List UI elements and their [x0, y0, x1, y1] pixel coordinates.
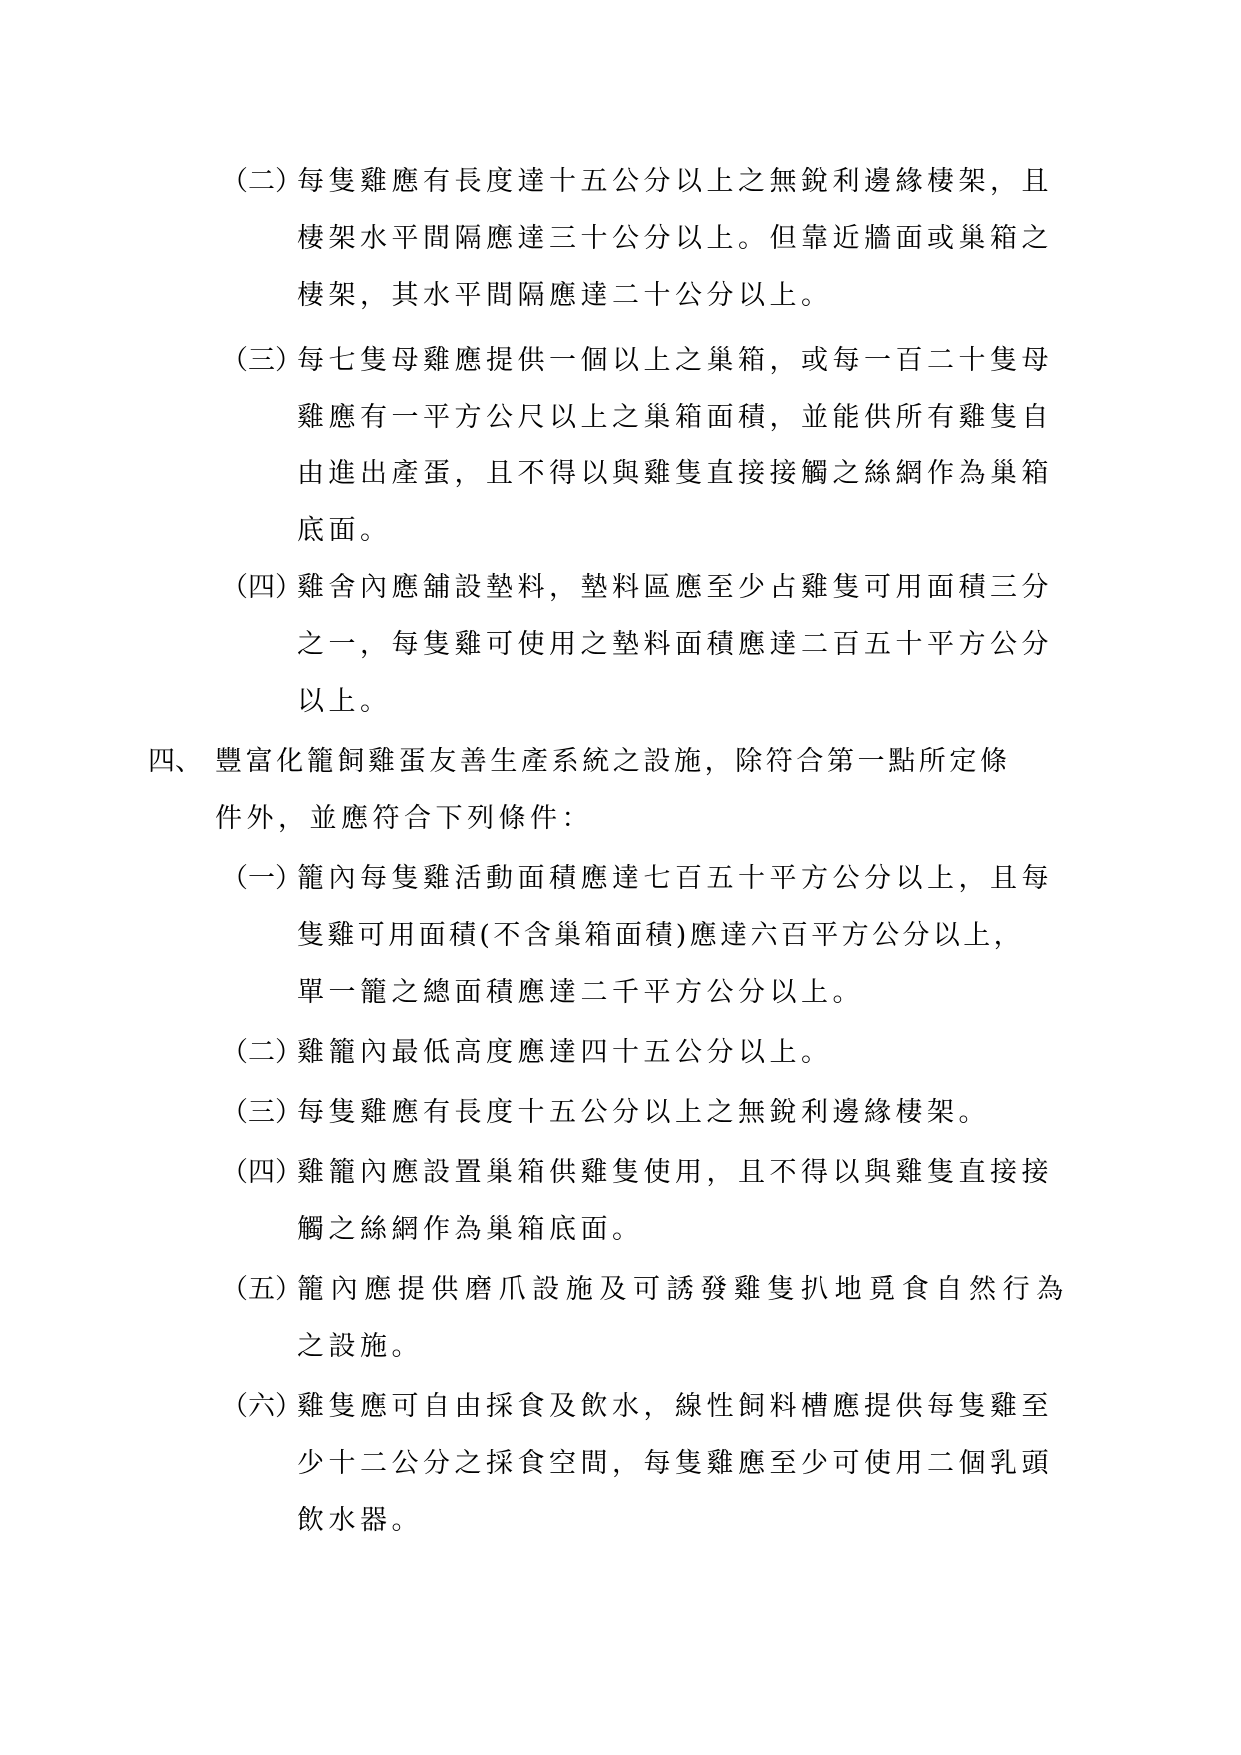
item-text-line: 棲架，其水平間隔應達二十公分以上。 [297, 280, 833, 311]
item-text-line: 籠內每隻雞活動面積應達七百五十平方公分以上，且每 [297, 863, 1053, 894]
item-text-line: 雞舍內應舖設墊料，墊料區應至少占雞隻可用面積三分 [297, 572, 1053, 603]
item-text-line: 單一籠之總面積應達二千平方公分以上。 [297, 977, 864, 1008]
item-text-line: 由進出產蛋，且不得以與雞隻直接接觸之絲網作為巢箱 [297, 458, 1053, 489]
item-marker: （五） [221, 1274, 302, 1305]
item-marker: （六） [221, 1391, 302, 1422]
item-marker: （四） [221, 572, 302, 603]
item-text-line: 每隻雞應有長度十五公分以上之無銳利邊緣棲架。 [297, 1097, 990, 1128]
item-text-line: 之設施。 [297, 1331, 423, 1362]
item-text-line: 隻雞可用面積(不含巢箱面積)應達六百平方公分以上， [297, 920, 1025, 951]
item-text-line: 之一，每隻雞可使用之墊料面積應達二百五十平方公分 [297, 629, 1053, 660]
item-text-line: 以上。 [297, 686, 392, 717]
item-text-line: 豐富化籠飼雞蛋友善生產系統之設施，除符合第一點所定條 [215, 746, 1011, 777]
item-marker: （三） [221, 345, 302, 376]
item-text-line: 少十二公分之採食空間，每隻雞應至少可使用二個乳頭 [297, 1448, 1053, 1479]
item-text-line: 雞應有一平方公尺以上之巢箱面積，並能供所有雞隻自 [297, 402, 1053, 433]
item-marker: （四） [221, 1157, 302, 1188]
item-text-line: 棲架水平間隔應達三十公分以上。但靠近牆面或巢箱之 [297, 223, 1053, 254]
item-text-line: 雞籠內應設置巢箱供雞隻使用，且不得以與雞隻直接接 [297, 1157, 1053, 1188]
item-marker: （二） [221, 166, 302, 197]
section-marker: 四、 [148, 746, 202, 777]
item-text-line: 每隻雞應有長度達十五公分以上之無銳利邊緣棲架，且 [297, 166, 1053, 197]
item-text-line: 飲水器。 [297, 1505, 423, 1536]
item-text-line: 籠內應提供磨爪設施及可誘發雞隻扒地覓食自然行為 [297, 1274, 1070, 1305]
item-marker: （二） [221, 1037, 302, 1068]
item-text-line: 雞隻應可自由採食及飲水，線性飼料槽應提供每隻雞至 [297, 1391, 1053, 1422]
item-text-line: 觸之絲網作為巢箱底面。 [297, 1214, 644, 1245]
item-text-line: 每七隻母雞應提供一個以上之巢箱，或每一百二十隻母 [297, 345, 1053, 376]
item-text-line: 件外，並應符合下列條件： [215, 803, 593, 834]
item-text-line: 雞籠內最低高度應達四十五公分以上。 [297, 1037, 833, 1068]
item-marker: （三） [221, 1097, 302, 1128]
item-marker: （一） [221, 863, 302, 894]
item-text-line: 底面。 [297, 515, 392, 546]
